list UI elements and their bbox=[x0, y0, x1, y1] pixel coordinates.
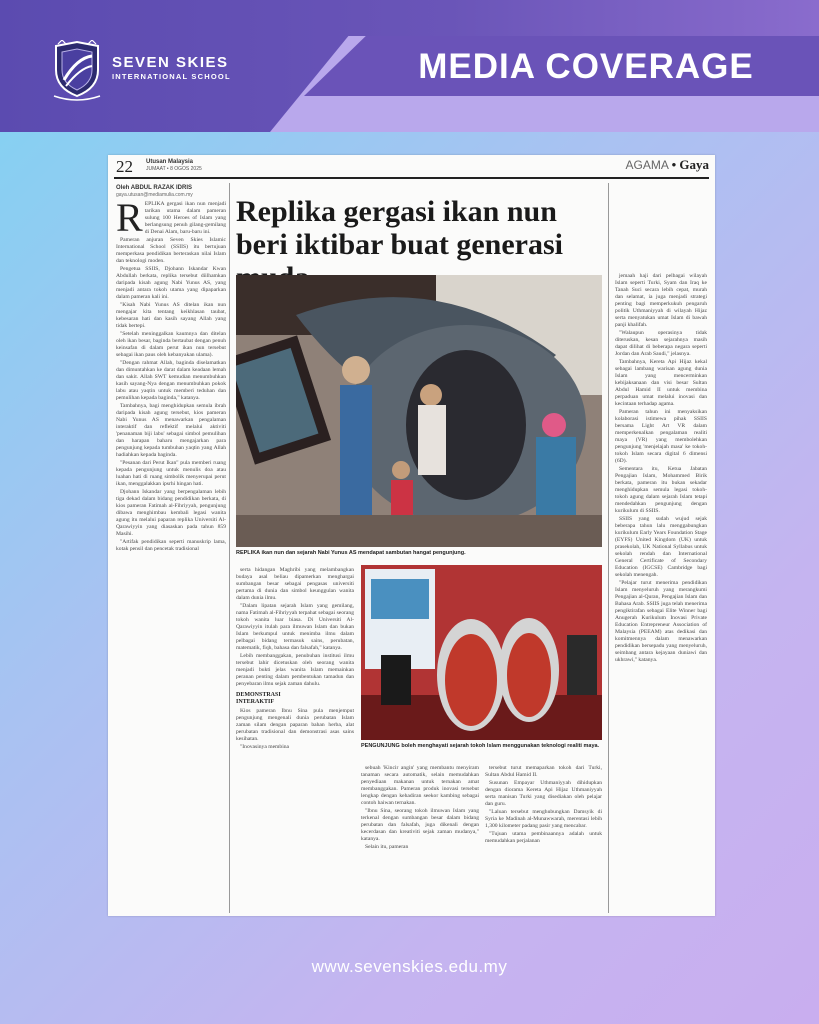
article-paragraph: Tambahnya, Kereta Api Hijaz kekal sebagai lambang warisan agung dunia Islam yang mencerminkan kebijaksanaan dan visi besar Sultan Abdul Hamid II untuk membina perpaduan umat melalui inovasi dan kecintaan terhadap agama. bbox=[615, 359, 707, 407]
publication-name: Utusan Malaysia bbox=[146, 159, 194, 165]
photo-whale-replica bbox=[236, 275, 602, 547]
column-divider bbox=[229, 183, 230, 913]
article-paragraph: Kios pameran Ibnu Sina pula menjemput pengunjung mengenali dunia perubatan Islam zaman silam dengan paparan bahan herba, alat perubatan tradisional dan demonstrasi asas sains kesihatan. bbox=[236, 708, 354, 742]
section-label: AGAMA • Gaya bbox=[625, 157, 709, 172]
article-paragraph: Selain itu, pameran bbox=[365, 844, 409, 850]
publication-date: JUMAAT • 8 OGOS 2025 bbox=[146, 166, 202, 172]
col1-paragraphs bbox=[116, 237, 226, 553]
photo-whale-replica-illustration bbox=[236, 275, 602, 547]
school-name: SEVEN SKIES bbox=[112, 54, 229, 71]
newspaper-clipping bbox=[108, 155, 715, 916]
article-paragraph: "Ibnu Sina, seorang tokoh ilmuwan Islam yang terkenal dengan sumbangan besar dalam bidang perubatan dan falsafah, juga dikenali dengan kecerdasan dan kreativiti sejak zaman mudanya," katanya. bbox=[361, 808, 479, 842]
col2-after-subhead bbox=[236, 708, 354, 751]
article-paragraph: Pengetua SSIIS, Djohann Iskandar Kwan Abdullah berkata, replika tersebut diilhamkan daripada kisah agung Nabi Yunus AS, yang menjadi antara tokoh utama yang dipaparkan dalam pameran kali ini. bbox=[116, 266, 226, 300]
article-column-4 bbox=[485, 765, 602, 907]
article-paragraph: "Setelah meninggalkan kaumnya dan ditelan oleh ikan besar, baginda bertaubat dengan penuh keinsafan di dalam perut ikan nun tersebut sebagai ikan paus oleh kebanyakan ulama). bbox=[116, 331, 226, 358]
dropcap: R bbox=[116, 201, 143, 240]
article-column-3 bbox=[361, 765, 479, 907]
photo-caption-2: PENGUNJUNG boleh menghayati sejarah tokoh Islam menggunakan teknologi realiti maya. bbox=[361, 743, 600, 749]
article-paragraph: "Tujuan utama pembinaannya adalah untuk memudahkan perjalanan bbox=[485, 831, 602, 844]
article-paragraph: "Pelajar turut menerima pendidikan Islam menyeluruh yang merangkumi Pengajian al-Quran, Pengajian Islam dan Bahasa Arab. SSIIS juga telah menerima pengiktirafan sebagai Elite Winner bagi Anugerah Kurikulum Inovasi Private Education Entrepreneur Association of Malaysia (PEEAM) atas dedikasi dan komitmennya dalam menawarkan pendidikan bersepadu yang menyeluruh, seimbang antara kejayaan duniawi dan ukhrawi," katanya. bbox=[615, 580, 707, 663]
col2-paragraphs bbox=[236, 567, 354, 688]
article-paragraph: Djohann Iskandar yang berpengalaman lebih tiga dekad dalam bidang pendidikan berkata, di kios pameran Fatimah al-Fihriyyah, pengunjung dibawa menghimbau kembali legasi wanita agung itu melalui paparan replika Universiti Al-Qarawiyyin yang diasaskan pada tahun 859 Masihi. bbox=[116, 489, 226, 537]
school-logo[interactable] bbox=[48, 40, 248, 104]
article-paragraph: Lebih membanggakan, penubuhan institusi ilmu tersebut lahir dicetuskan oleh seorang wanita menjadi bukti jelas wanita Islam memainkan peranan penting dalam pembentukan tamadun dan penyebaran ilmu sejak zaman dahulu. bbox=[236, 653, 354, 687]
article-paragraph: "Kisah Nabi Yunus AS ditelan ikan nun mengajar kita tentang keikhlasan taubat, kebesaran hati dan kasih sayang Allah yang tidak bertepi. bbox=[116, 302, 226, 329]
photo-vr-experience-illustration bbox=[361, 565, 602, 740]
section-name: Gaya bbox=[679, 157, 709, 172]
article-paragraph: serta hidangan Maghribi yang melambangkan budaya asal beliau dipamerkan menghargai sumbangan besar sebagai pengasas universiti pertama di dunia dan simbol keunggulan wanita dalam dunia ilmu. bbox=[236, 567, 354, 601]
article-paragraph: jemaah haji dari pelbagai wilayah Islam seperti Turki, Syam dan Iraq ke Tanah Suci secara lebih cepat, murah dan selamat, ia juga menjadi strategi penting bagi memperkukuh pengaruh politik Uthmaniyyah di wilayah Hijaz serta menyatukan umat Islam di bawah panji khalifah. bbox=[615, 273, 707, 328]
col5-paragraphs bbox=[615, 273, 707, 664]
article-subhead: DEMONSTRASI INTERAKTIF bbox=[236, 692, 281, 705]
article-column-1 bbox=[116, 201, 226, 907]
article-paragraph: "Dalam lipatan sejarah Islam yang gemilang, nama Fatimah al-Fihriyyah terpahat sebagai seorang tokoh wanita luar biasa. Di Universiti Al-Qarawiyyin itulah para ilmuwan Islam dan bukan Islam berkumpul untuk menimba ilmu dalam pelbagai bidang termasuk sains, perubatan, matematik, fiqh, bahasa dan falsafah," katanya. bbox=[236, 603, 354, 651]
article-paragraph: "Walaupun operasinya tidak diteruskan, kesan sejarahnya masih dapat dilihat di beberapa negara seperti Jordan dan Arab Saudi," jelasnya. bbox=[615, 330, 707, 357]
article-paragraph: Pameran tahun ini menyaksikan kolaborasi istimewa pihak SSIIS bersama Light Art VR dalam memperkenalkan pengalaman realiti maya (VR) yang membolehkan pengunjung 'menjelajah masa' ke tokoh-tokoh Islam secara digital 6 dimensi (6D). bbox=[615, 409, 707, 464]
article-headline: Replika gergasi ikan nun beri iktibar buat generasi bbox=[236, 195, 563, 261]
article-paragraph: "Pesanan dari Perut Ikan" pula memberi ruang kepada pengunjung untuk menulis doa atau luahan hati di ruang simbolik menyerupai perut ikan, menggalakkan ipsrhi hingan hati. bbox=[116, 460, 226, 487]
article-paragraph: tersebut turut memaparkan tokoh dari Turki, Sultan Abdul Hamid II. bbox=[485, 765, 602, 778]
article-paragraph: "Artifak pendidikan seperti manuskrip lama, kotak pensil dan pencetak tradisional bbox=[116, 539, 226, 552]
article-paragraph: "Laluan tersebut menghubungkan Damsyik di Syria ke Madinah al-Munawwarah, merentasi lebih 1,300 kilometer padang pasir yang mencabar. bbox=[485, 809, 602, 829]
article-paragraph: "Inovasinya membina bbox=[240, 744, 290, 750]
footer-website-link[interactable]: www.sevenskies.edu.my bbox=[311, 957, 508, 976]
article-column-5 bbox=[615, 273, 707, 907]
article-column-2 bbox=[236, 567, 354, 907]
section-category: AGAMA bbox=[625, 158, 669, 172]
article-paragraph: Sementara itu, Ketua Jabatan Pengajian Islam, Mohammed Birik berkata, pameran itu bukan sekadar menghidupkan semula legasi tokoh-tokoh agung dalam sejarah Islam tetapi mendedahkan pengunjung dengan kurikulum di SSIIS. bbox=[615, 466, 707, 514]
col3-paragraphs bbox=[361, 765, 479, 851]
article-paragraph: sebuah 'Kincir angin' yang membantu menyiram tanaman secara automatik, selain memudahkan penyediaan makanan untuk ternakan amat membanggakan. Pameran produk inovasi tersebut lengkap dengan kehadiran seekor kambing sebagai contoh haiwan ternakan. bbox=[361, 765, 479, 806]
byline-email: gaya.utusan@mediamulia.com.my bbox=[116, 192, 193, 198]
article-paragraph: Tambahnya, bagi menghidupkan semula ibrah daripada kisah agung tersebut, kios pameran Nabi Yunus AS menawarkan pengalaman interaktif dan reflektif melalui aktiviti 'penanaman biji labu' sebagai simbol pemulihan dan harapan baharu mengajarkan para pengunjung kepada tumbuhan yaqtin yang Allah hadiahkan kepada baginda. bbox=[116, 403, 226, 458]
article-paragraph: SSIIS yang sudah wujud sejak beberapa tahun lalu menggabungkan kurikulum Early Years Foundation Stage (EYFS) United Kingdom (UK) untuk prasekolah, UK National Syllabus untuk sekolah rendah dan International General Certificate of Secondary Education (IGCSE) Cambridge bagi sekolah menengah. bbox=[615, 516, 707, 578]
article-paragraph: "Dengan rahmat Allah, baginda diselamatkan dan dimuntahkan ke darat dalam keadaan lemah dan sakit. Allah SWT kemudian menumbuhkan kasih sayang-Nya dengan menumbuhkan pokok labu atau yaqtin untuk memberi teduhan dan pemulihan kepada baginda," katanya. bbox=[116, 360, 226, 401]
school-subtitle: INTERNATIONAL SCHOOL bbox=[112, 72, 231, 81]
header-rule bbox=[114, 177, 709, 179]
photo-caption-1: REPLIKA ikan nun dan sejarah Nabi Yunus AS mendapat sambutan hangat pengunjung. bbox=[236, 550, 466, 556]
photo-vr-experience bbox=[361, 565, 602, 740]
lead-paragraph: EPLIKA gergasi ikan nun menjadi tarikan utama dalam pameran sulung 100 Heroes of Islam yang berlangsung penuh gilang-gemilang di Denai Alam, baru-baru ini. bbox=[144, 201, 226, 235]
column-divider bbox=[608, 183, 609, 913]
page-number: 22 bbox=[116, 157, 133, 176]
byline: Oleh ABDUL RAZAK IDRIS bbox=[116, 185, 193, 191]
col4-paragraphs bbox=[485, 765, 602, 845]
article-paragraph: Pameran anjuran Seven Skies Islamic International School (SSIIS) itu bertujuan memperkasa pendidikan berteraskan nilai Islam dan teknologi moden. bbox=[116, 237, 226, 264]
page-title: MEDIA COVERAGE bbox=[418, 47, 754, 86]
shield-icon bbox=[48, 40, 106, 102]
article-paragraph: Susunan Empayar Uthmaniyyah dihidupkan dengan diorama Kereta Api Hijaz Uthmaniyyah serta manisan Turki yang disediakan oleh pelajar dan guru. bbox=[485, 780, 602, 807]
